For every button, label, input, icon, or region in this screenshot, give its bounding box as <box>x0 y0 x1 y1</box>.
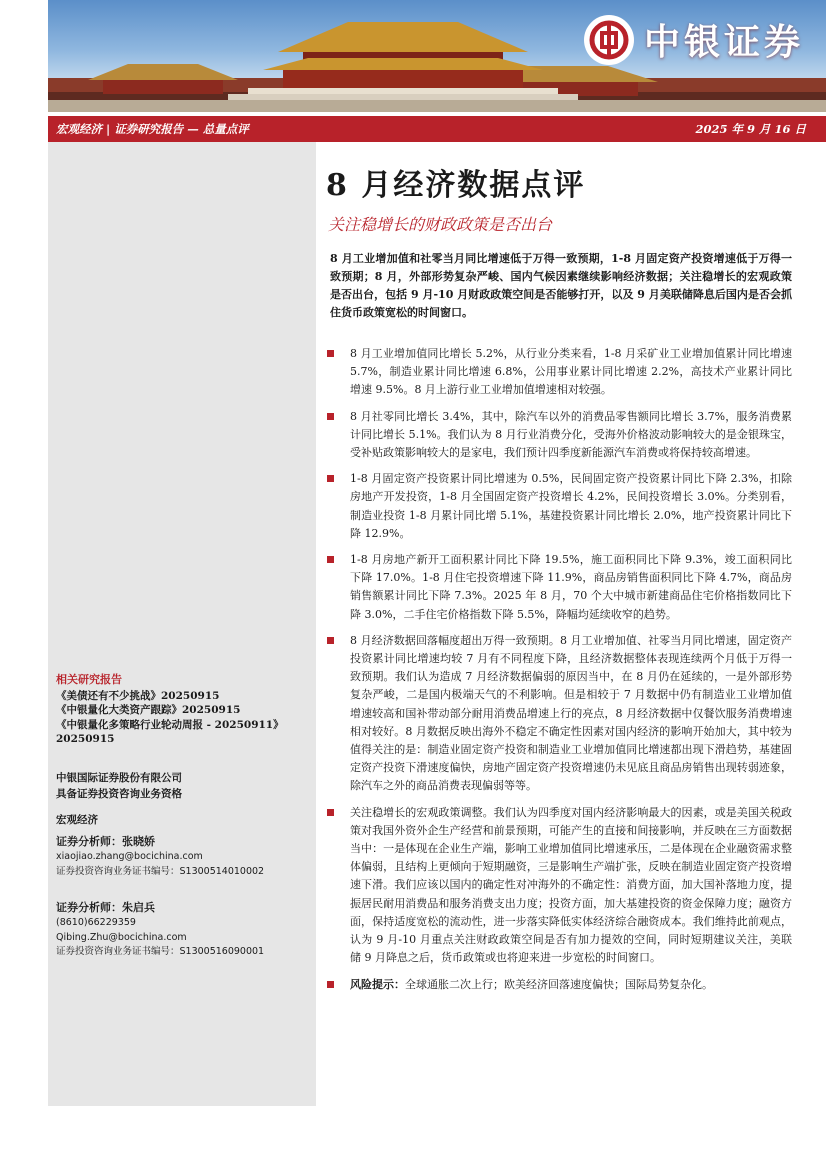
bullet-square-icon <box>327 809 334 816</box>
list-item <box>326 408 792 463</box>
boc-securities-logo <box>584 14 804 65</box>
bullet-square-icon <box>327 350 334 357</box>
company-name: 中银国际证券股份有限公司 <box>56 772 182 784</box>
list-item <box>326 551 792 624</box>
analyst-email[interactable]: Qibing.Zhu@bocichina.com <box>56 931 187 943</box>
analyst-name: 证券分析师：朱启兵 <box>56 901 155 914</box>
report-category-bar <box>48 116 826 142</box>
analyst-name: 证券分析师：张晓娇 <box>56 835 155 848</box>
related-report-item[interactable]: 《中银量化大类资产跟踪》20250915 <box>56 704 241 716</box>
analyst-card <box>56 900 316 960</box>
company-info <box>56 770 310 828</box>
bullet-square-icon <box>327 637 334 644</box>
sidebar-panel <box>48 142 316 1106</box>
bullet-square-icon <box>327 475 334 482</box>
related-report-item[interactable]: 《中银量化多策略行业轮动周报 - 20250911》20250915 <box>56 718 284 745</box>
report-title: 8 月经济数据点评 <box>326 168 586 203</box>
section-label: 宏观经济 <box>56 814 98 826</box>
analyst-card <box>56 834 316 879</box>
logo-text: 中银证券 <box>643 22 804 63</box>
analyst-license: 证券投资咨询业务证书编号：S1300516090001 <box>56 946 265 957</box>
risk-item <box>326 976 792 994</box>
breadcrumb: 宏观经济 | 证券研究报告 — 总量点评 <box>56 122 249 136</box>
list-item <box>326 632 792 796</box>
key-points-list <box>326 345 792 1002</box>
bullet-text: 1-8 月房地产新开工面积累计同比下降 19.5%，施工面积同比下降 9.3%，竣工面积同比下降 17.0%。1-8 月住宅投资增速下降 11.9%，商品房销售面积同比下降 4.7%，商品房销售额累计同比下降 7.3%。2025 年 8 月，70 个大中城市新建商品住宅价格指数同比下降 3.0%，二手住宅价格指数下降 5.5%，降幅均延续收窄的趋势。 <box>350 553 792 621</box>
list-item <box>326 345 792 400</box>
related-report-item[interactable]: 《美债还有不少挑战》20250915 <box>56 689 220 702</box>
analyst-phone: (8610)66229359 <box>56 917 136 928</box>
related-reports <box>56 673 310 747</box>
bullet-text: 1-8 月固定资产投资累计同比增速为 0.5%，民间固定资产投资累计同比下降 2.3%，扣除房地产开发投资，1-8 月全国固定资产投资增长 4.2%，民间投资增长 3.0%。分类别看，制造业投资 1-8 月累计同比增 5.1%，基建投资累计同比增长 2.0%，地产投资累计同比下降 12.9%。 <box>350 472 792 540</box>
analyst-email[interactable]: xiaojiao.zhang@bocichina.com <box>56 851 203 862</box>
list-item <box>326 470 792 543</box>
sidebar-footer <box>48 1106 316 1169</box>
report-subtitle: 关注稳增长的财政政策是否出台 <box>328 215 553 234</box>
boc-emblem-icon <box>584 15 634 65</box>
report-summary: 8 月工业增加值和社零当月同比增速低于万得一致预期，1-8 月固定资产投资增速低于万得一致预期；8 月，外部形势复杂严峻、国内气候因素继续影响经济数据；关注稳增长的宏观政策是否出台，包括 9 月-10 月财政政策空间是否能够打开，以及 9 月美联储降息后国内是否会抓住货币政策宽松的时间窗口。 <box>330 252 792 319</box>
bullet-text: 8 月工业增加值同比增长 5.2%，从行业分类来看，1-8 月采矿业工业增加值累计同比增速 5.7%，制造业累计同比增速 6.8%，公用事业累计同比增速 2.2%，高技术产业累计同比增速 9.5%。8 月上游行业工业增加值增速相对较强。 <box>350 347 792 397</box>
related-reports-title: 相关研究报告 <box>56 673 122 686</box>
risk-label: 风险提示： <box>350 977 405 991</box>
bullet-text: 8 月经济数据回落幅度超出万得一致预期。8 月工业增加值、社零当月同比增速，固定资产投资累计同比增速均较 7 月有不同程度下降，且经济数据整体表现连续两个月低于万得一致预期。我们认为造成 7 月经济数据偏弱的原因当中，在 8 月仍在延续的，一是外部形势复杂严峻，二是国内极端天气的不利影响。但是相较于 7 月数据中仍有制造业工业增加值增速较高和国补带动部分耐用消费品增速上行的亮点，8 月经济数据中仅餐饮服务消费增速相对较好。8 月数据反映出海外不稳定不确定性因素对国内经济的影响开始加大，其中较为值得关注的是：制造业固定资产投资和制造业工业增加值同比增速都出现下滑趋势，基建固定资产投资下滑速度偏快，房地产固定资产投资增速仍未见底且商品房销售出现转弱迹象，除汽车之外的商品消费表现偏弱等等。 <box>350 633 792 793</box>
bullet-square-icon <box>327 981 334 988</box>
header-banner <box>48 0 826 112</box>
list-item <box>326 804 792 968</box>
risk-text: 全球通胀二次上行；欧美经济回落速度偏快；国际局势复杂化。 <box>405 977 713 991</box>
company-qualification: 具备证券投资咨询业务资格 <box>56 788 182 800</box>
bullet-text: 8 月社零同比增长 3.4%，其中，除汽车以外的消费品零售额同比增长 3.7%，服务消费累计同比增长 5.1%。我们认为 8 月行业消费分化，受海外价格波动影响较大的是金银珠宝，受补贴政策影响较大的是家电，我们预计四季度新能源汽车消费或将保持较高增速。 <box>350 409 792 460</box>
bullet-square-icon <box>327 413 334 420</box>
bullet-square-icon <box>327 556 334 563</box>
analyst-license: 证券投资咨询业务证书编号：S1300514010002 <box>56 865 265 877</box>
bullet-text: 关注稳增长的宏观政策调整。我们认为四季度对国内经济影响最大的因素，或是美国关税政策对我国外资外企生产经营和前景预期，可能产生的直接和间接影响，并反映在三方面数据当中：一是体现在企业生产端，影响工业增加值同比增速承压，二是体现在企业融资需求整体偏弱，且结构上更倾向于短期融资，三是影响生产端扩张，反映在制造业固定资产投资增速下滑。我们应该以国内的确定性对冲海外的不确定性：消费方面，加大国补落地力度，提振居民耐用消费品和服务消费支出力度；投资方面，加大基建投资的资金保障力度；融资方面，保持适度宽松的流动性，进一步落实降低实体经济综合融资成本。我们维持此前观点，认为 9 月-10 月重点关注财政政策空间是否有加力提效的空间，同时短期建议关注，美联储 9 月降息之后，货币政策或也将迎来进一步宽松的时间窗口。 <box>350 805 792 965</box>
report-date: 2025 年 9 月 16 日 <box>695 122 806 136</box>
